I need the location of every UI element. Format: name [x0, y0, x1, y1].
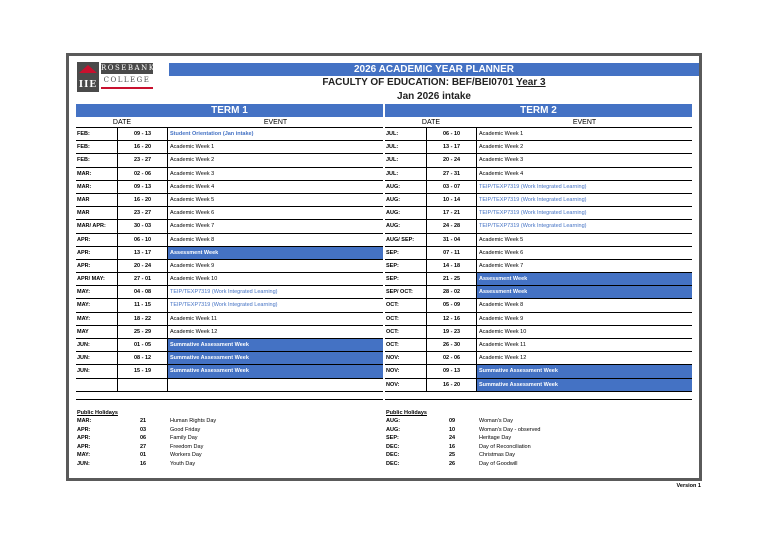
row-date-range: 23 - 27 [118, 154, 168, 166]
holiday-month: MAY: [77, 452, 91, 459]
table-row [76, 128, 383, 141]
holiday-row [76, 417, 383, 426]
holiday-name: Workers Day [170, 452, 202, 459]
holiday-day: 09 [448, 418, 456, 424]
row-event: Academic Week 9 [170, 262, 215, 269]
row-event: Academic Week 4 [479, 170, 524, 177]
row-date-range: 20 - 24 [118, 260, 168, 272]
holiday-name: Day of Reconciliation [479, 443, 531, 450]
holiday-row [385, 451, 692, 460]
row-month: SEP/ OCT: [385, 286, 427, 298]
term1-column-headers [76, 117, 383, 128]
table-row [385, 273, 692, 286]
table-row [385, 260, 692, 273]
row-date-range: 18 - 22 [118, 313, 168, 325]
holiday-row [385, 443, 692, 452]
row-event: Summative Assessment Week [477, 379, 692, 391]
row-event: Academic Week 7 [479, 262, 524, 269]
row-month: MAR [76, 194, 118, 206]
table-row [76, 326, 383, 339]
row-date-range: 01 - 05 [118, 339, 168, 351]
row-month: SEP: [385, 260, 427, 272]
table-row [385, 128, 692, 141]
holiday-name: Heritage Day [479, 435, 512, 442]
row-month: AUG: [385, 194, 427, 206]
row-month: FEB: [76, 141, 118, 153]
row-date-range: 13 - 17 [118, 247, 168, 259]
row-month: MAY: [76, 286, 118, 298]
version-label: Version 1 [676, 483, 701, 489]
table-row [385, 207, 692, 220]
holiday-month: MAR: [77, 418, 92, 424]
holiday-name: Woman's Day [479, 418, 513, 424]
table-row [76, 286, 383, 299]
row-event: Academic Week 4 [170, 183, 215, 190]
term2-rows [385, 128, 692, 392]
row-month: OCT: [385, 313, 427, 325]
holiday-day: 01 [139, 452, 147, 459]
holiday-month: AUG: [386, 418, 401, 424]
row-date-range: 25 - 29 [118, 326, 168, 338]
table-row [76, 168, 383, 181]
holiday-list [76, 417, 383, 469]
row-event: Assessment Week [168, 247, 383, 259]
row-month: OCT: [385, 339, 427, 351]
row-date-range: 16 - 20 [118, 141, 168, 153]
table-row [385, 313, 692, 326]
row-month: AUG: [385, 207, 427, 219]
table-row [385, 339, 692, 352]
holiday-name: Woman's Day - observed [479, 426, 541, 433]
row-date-range: 16 - 20 [427, 379, 477, 391]
table-row [76, 260, 383, 273]
table-row [385, 326, 692, 339]
term2-table [385, 104, 692, 392]
table-row [76, 313, 383, 326]
logo-underline [101, 87, 153, 89]
row-event: TEIP/TEXP7319 (Work Integrated Learning) [479, 183, 587, 190]
row-month: NOV: [385, 352, 427, 364]
row-date-range: 05 - 09 [427, 299, 477, 311]
row-month: MAR: [76, 168, 118, 180]
row-date-range: 04 - 08 [118, 286, 168, 298]
row-month: MAY: [76, 313, 118, 325]
rosebank-logo [77, 62, 156, 92]
row-event: TEIP/TEXP7319 (Work Integrated Learning) [479, 210, 587, 217]
holiday-day: 16 [139, 460, 147, 467]
row-event: Academic Week 6 [479, 249, 524, 256]
page-subtitle [169, 76, 699, 89]
holiday-divider [385, 399, 692, 400]
row-month: JUL: [385, 141, 427, 153]
row-date-range: 23 - 27 [118, 207, 168, 219]
row-event: Academic Week 12 [170, 328, 218, 335]
holiday-day: 06 [139, 435, 147, 442]
holiday-month: DEC: [386, 452, 400, 459]
row-date-range: 09 - 13 [118, 128, 168, 140]
row-event: Academic Week 3 [479, 157, 524, 164]
holiday-day: 03 [139, 426, 147, 433]
table-row [385, 141, 692, 154]
holiday-name: Human Rights Day [170, 418, 217, 424]
holiday-name: Day of Goodwill [479, 460, 518, 467]
row-date-range: 30 - 03 [118, 220, 168, 232]
holiday-month: JUN: [77, 460, 90, 467]
row-event: Academic Week 5 [170, 196, 215, 203]
table-row [76, 220, 383, 233]
row-date-range: 31 - 04 [427, 234, 477, 246]
row-event: Academic Week 10 [479, 328, 527, 335]
term2-heading: TERM 2 [385, 104, 692, 117]
table-row [76, 299, 383, 312]
holiday-month: DEC: [386, 460, 400, 467]
page-title: 2026 ACADEMIC YEAR PLANNER [169, 63, 699, 76]
holiday-name: Family Day [170, 435, 198, 442]
term1-table [76, 104, 383, 392]
table-row [385, 247, 692, 260]
row-date-range: 19 - 23 [427, 326, 477, 338]
row-event [168, 379, 383, 391]
row-month: APR: [76, 260, 118, 272]
holiday-month: APR: [77, 435, 91, 442]
row-event: Summative Assessment Week [168, 352, 383, 364]
row-month: MAY [76, 326, 118, 338]
table-row [385, 352, 692, 365]
table-row [76, 273, 383, 286]
row-month: SEP: [385, 273, 427, 285]
row-date-range: 07 - 11 [427, 247, 477, 259]
holiday-row [385, 417, 692, 426]
row-month: FEB: [76, 154, 118, 166]
row-month [76, 379, 118, 391]
table-row [385, 286, 692, 299]
holiday-day: 24 [448, 435, 456, 442]
row-date-range: 08 - 12 [118, 352, 168, 364]
table-row [76, 352, 383, 365]
holiday-day: 26 [448, 460, 456, 467]
holiday-list [385, 417, 692, 469]
row-month: AUG: [385, 220, 427, 232]
table-row [385, 168, 692, 181]
holiday-month: AUG: [386, 426, 401, 433]
row-date-range: 21 - 25 [427, 273, 477, 285]
logo-roof-icon [79, 65, 97, 73]
table-row [76, 194, 383, 207]
row-month: APR: [76, 234, 118, 246]
term1-rows [76, 128, 383, 392]
row-month: MAR: [76, 181, 118, 193]
holidays-title: Public Holidays [77, 410, 118, 416]
row-date-range: 15 - 19 [118, 365, 168, 377]
row-date-range: 10 - 14 [427, 194, 477, 206]
row-month: JUN: [76, 339, 118, 351]
row-month: AUG/ SEP: [385, 234, 427, 246]
row-month: MAR [76, 207, 118, 219]
holiday-row [385, 460, 692, 469]
row-event: Academic Week 5 [479, 236, 524, 243]
row-event: TEIP/TEXP7319 (Work Integrated Learning) [479, 223, 587, 230]
logo-line2: COLLEGE [103, 76, 151, 84]
row-date-range: 26 - 30 [427, 339, 477, 351]
term2-column-headers [385, 117, 692, 128]
holiday-month: APR: [77, 443, 91, 450]
row-event: Academic Week 2 [170, 157, 215, 164]
row-event: TEIP/TEXP7319 (Work Integrated Learning) [170, 302, 278, 309]
term1-public-holidays [76, 409, 383, 469]
row-month: APR/ MAY: [76, 273, 118, 285]
table-row [76, 141, 383, 154]
row-event: Academic Week 7 [170, 223, 215, 230]
row-month: JUL: [385, 128, 427, 140]
logo-line1: ROSEBANK [101, 64, 156, 72]
row-month: AUG: [385, 181, 427, 193]
row-event: Academic Week 10 [170, 276, 218, 283]
subtitle-faculty: FACULTY OF EDUCATION: BEF/BEI0701 [322, 77, 517, 88]
holiday-month: APR: [77, 426, 91, 433]
planner-body [69, 56, 699, 478]
holiday-name: Good Friday [170, 426, 201, 433]
row-month: FEB: [76, 128, 118, 140]
holiday-month: SEP: [386, 435, 399, 442]
row-month: NOV: [385, 365, 427, 377]
row-event: Academic Week 1 [479, 131, 524, 137]
row-month: OCT: [385, 326, 427, 338]
holiday-row [76, 460, 383, 469]
term2-public-holidays [385, 409, 692, 469]
row-month: SEP: [385, 247, 427, 259]
row-date-range: 16 - 20 [118, 194, 168, 206]
holiday-day: 10 [448, 426, 456, 433]
row-date-range: 13 - 17 [427, 141, 477, 153]
term1-heading: TERM 1 [76, 104, 383, 117]
holiday-month: DEC: [386, 443, 400, 450]
table-row [385, 365, 692, 378]
row-date-range: 02 - 06 [427, 352, 477, 364]
row-month: OCT: [385, 299, 427, 311]
row-event: Assessment Week [477, 273, 692, 285]
row-month: JUN: [76, 352, 118, 364]
row-date-range: 03 - 07 [427, 181, 477, 193]
row-month: NOV: [385, 379, 427, 391]
event-column-header: EVENT [572, 119, 597, 126]
table-row [76, 181, 383, 194]
row-event: Academic Week 11 [170, 315, 217, 322]
table-row [76, 365, 383, 378]
row-event: Academic Week 6 [170, 210, 215, 217]
row-event: Summative Assessment Week [168, 339, 383, 351]
table-row [385, 194, 692, 207]
table-row [76, 379, 383, 392]
row-month: JUN: [76, 365, 118, 377]
holiday-row [76, 443, 383, 452]
holiday-divider [76, 399, 383, 400]
table-row [76, 154, 383, 167]
table-row [385, 154, 692, 167]
table-row [76, 207, 383, 220]
row-month: JUL: [385, 154, 427, 166]
row-date-range: 17 - 21 [427, 207, 477, 219]
row-date-range: 27 - 31 [427, 168, 477, 180]
event-column-header: EVENT [263, 119, 288, 126]
row-event: TEIP/TEXP7319 (Work Integrated Learning) [170, 289, 278, 296]
row-event: Academic Week 11 [479, 342, 526, 348]
row-date-range: 20 - 24 [427, 154, 477, 166]
planner-sheet [66, 53, 702, 481]
holiday-name: Freedom Day [170, 443, 204, 450]
row-date-range: 02 - 06 [118, 168, 168, 180]
holidays-title: Public Holidays [386, 410, 427, 416]
holiday-row [385, 426, 692, 435]
table-row [76, 247, 383, 260]
row-event: TEIP/TEXP7319 (Work Integrated Learning) [479, 196, 587, 203]
row-month: MAR/ APR: [76, 220, 118, 232]
date-column-header: DATE [112, 119, 132, 126]
holiday-name: Christmas Day [479, 452, 516, 459]
row-event: Academic Week 2 [479, 144, 524, 151]
row-date-range [118, 379, 168, 391]
table-row [385, 379, 692, 392]
holiday-day: 25 [448, 452, 456, 459]
subtitle-year: Year 3 [516, 77, 546, 88]
holiday-day: 21 [139, 418, 147, 424]
row-date-range: 06 - 10 [427, 128, 477, 140]
row-date-range: 28 - 02 [427, 286, 477, 298]
holiday-row [76, 426, 383, 435]
holiday-row [76, 451, 383, 460]
row-date-range: 09 - 13 [427, 365, 477, 377]
row-month: MAY: [76, 299, 118, 311]
holiday-day: 16 [448, 443, 456, 450]
row-event: Assessment Week [477, 286, 692, 298]
row-month: JUL: [385, 168, 427, 180]
intake-label: Jan 2026 intake [397, 91, 471, 102]
table-row [76, 234, 383, 247]
row-event: Academic Week 12 [479, 355, 527, 362]
holiday-day: 27 [139, 443, 147, 450]
table-row [385, 181, 692, 194]
table-row [385, 234, 692, 247]
row-date-range: 27 - 01 [118, 273, 168, 285]
row-event: Summative Assessment Week [477, 365, 692, 377]
row-date-range: 06 - 10 [118, 234, 168, 246]
row-event: Academic Week 9 [479, 315, 524, 322]
row-date-range: 24 - 28 [427, 220, 477, 232]
table-row [385, 299, 692, 312]
row-event: Academic Week 8 [170, 236, 215, 243]
table-row [385, 220, 692, 233]
row-event: Academic Week 1 [170, 144, 215, 151]
holiday-row [76, 434, 383, 443]
row-date-range: 11 - 15 [118, 299, 168, 311]
row-event: Student Orientation (Jan intake) [170, 131, 254, 137]
row-date-range: 12 - 16 [427, 313, 477, 325]
logo-mark-text: IIE [78, 80, 98, 90]
holiday-row [385, 434, 692, 443]
row-event: Summative Assessment Week [168, 365, 383, 377]
row-month: APR: [76, 247, 118, 259]
date-column-header: DATE [421, 119, 441, 126]
row-date-range: 14 - 18 [427, 260, 477, 272]
row-event: Academic Week 3 [170, 170, 215, 177]
logo-mark [77, 62, 99, 92]
table-row [76, 339, 383, 352]
row-event: Academic Week 8 [479, 302, 524, 309]
holiday-name: Youth Day [170, 460, 196, 467]
row-date-range: 09 - 13 [118, 181, 168, 193]
